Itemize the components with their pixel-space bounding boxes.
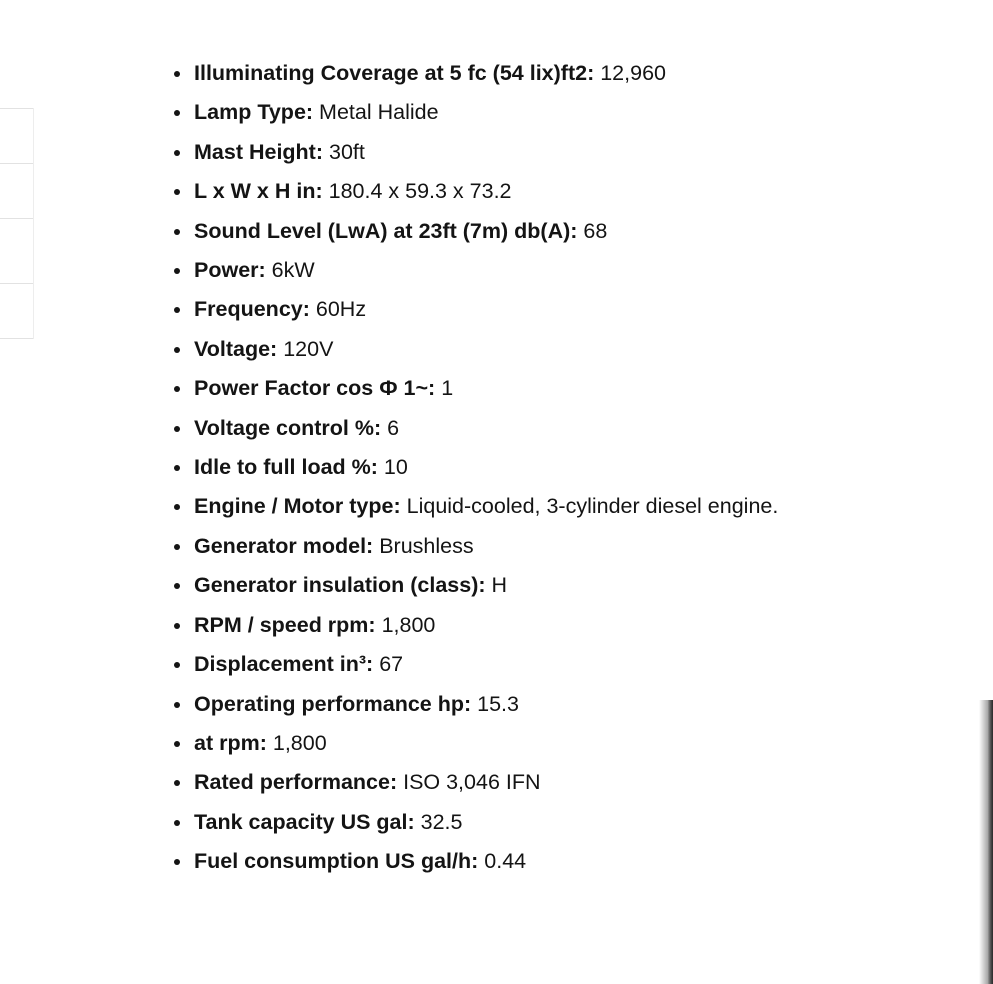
list-item — [168, 842, 968, 881]
spec-label: Generator model: — [194, 533, 374, 558]
spec-label: Generator insulation (class): — [194, 573, 486, 598]
divider-line — [0, 338, 34, 339]
spec-label: Mast Height: — [194, 139, 323, 164]
spec-value: 32.5 — [420, 809, 463, 834]
spec-value: 67 — [379, 652, 404, 677]
spec-label: Lamp Type: — [194, 100, 314, 125]
divider-line — [0, 108, 34, 109]
spec-label: Operating performance hp: — [194, 691, 472, 716]
divider-line — [0, 163, 34, 164]
list-item — [168, 93, 968, 132]
list-item — [168, 290, 968, 329]
list-item — [168, 330, 968, 369]
spec-label: Sound Level (LwA) at 23ft (7m) db(A): — [194, 218, 578, 243]
spec-value: 30ft — [328, 139, 365, 164]
list-item — [168, 133, 968, 172]
spec-value: H — [491, 573, 508, 598]
spec-value: ISO 3,046 IFN — [403, 770, 541, 795]
spec-value: 180.4 x 59.3 x 73.2 — [328, 179, 512, 204]
page-edge-shadow-inner — [988, 700, 993, 984]
left-edge-table-artifact — [0, 0, 34, 984]
list-item — [168, 487, 968, 526]
specification-list — [168, 54, 968, 882]
spec-value: 60Hz — [315, 297, 367, 322]
list-item — [168, 566, 968, 605]
spec-value: Liquid-cooled, 3-cylinder diesel engine. — [406, 494, 779, 519]
list-item — [168, 645, 968, 684]
spec-label: Engine / Motor type: — [194, 494, 401, 519]
spec-label: Fuel consumption US gal/h: — [194, 849, 479, 874]
spec-label: Power: — [194, 258, 266, 283]
spec-label: Tank capacity US gal: — [194, 809, 415, 834]
spec-value: 120V — [283, 336, 334, 361]
list-item — [168, 527, 968, 566]
spec-label: Displacement in³: — [194, 652, 374, 677]
divider-line-vertical — [33, 108, 34, 339]
spec-label: Illuminating Coverage at 5 fc (54 lix)ft2: — [194, 61, 595, 85]
spec-label: Frequency: — [194, 297, 310, 322]
spec-value: 1 — [441, 376, 454, 401]
list-item — [168, 803, 968, 842]
spec-value: 12,960 — [600, 61, 666, 85]
spec-value: 6 — [387, 415, 400, 440]
page-edge-shadow — [979, 700, 993, 984]
divider-line — [0, 283, 34, 284]
list-item — [168, 172, 968, 211]
spec-value: Brushless — [379, 533, 474, 558]
spec-label: Power Factor cos Ф 1~: — [194, 376, 436, 401]
spec-value: 1,800 — [381, 612, 436, 637]
spec-value: 1,800 — [272, 730, 327, 755]
list-item — [168, 448, 968, 487]
list-item — [168, 409, 968, 448]
spec-label: Rated performance: — [194, 770, 398, 795]
spec-value: 68 — [583, 218, 608, 243]
spec-label: Voltage control %: — [194, 415, 382, 440]
list-item — [168, 685, 968, 724]
list-item — [168, 763, 968, 802]
spec-label: L x W x H in: — [194, 179, 323, 204]
spec-label: Idle to full load %: — [194, 455, 378, 480]
spec-value: 0.44 — [484, 849, 527, 874]
spec-label: at rpm: — [194, 730, 267, 755]
list-item — [168, 251, 968, 290]
spec-label: Voltage: — [194, 336, 278, 361]
list-item — [168, 369, 968, 408]
spec-value: 15.3 — [477, 691, 519, 716]
list-item — [168, 212, 968, 251]
spec-label: RPM / speed rpm: — [194, 612, 376, 637]
list-item — [168, 724, 968, 763]
spec-value: Metal Halide — [319, 100, 439, 125]
list-item — [168, 606, 968, 645]
list-item — [168, 54, 968, 93]
spec-value: 10 — [383, 455, 408, 480]
divider-line — [0, 218, 34, 219]
spec-value: 6kW — [271, 258, 315, 283]
